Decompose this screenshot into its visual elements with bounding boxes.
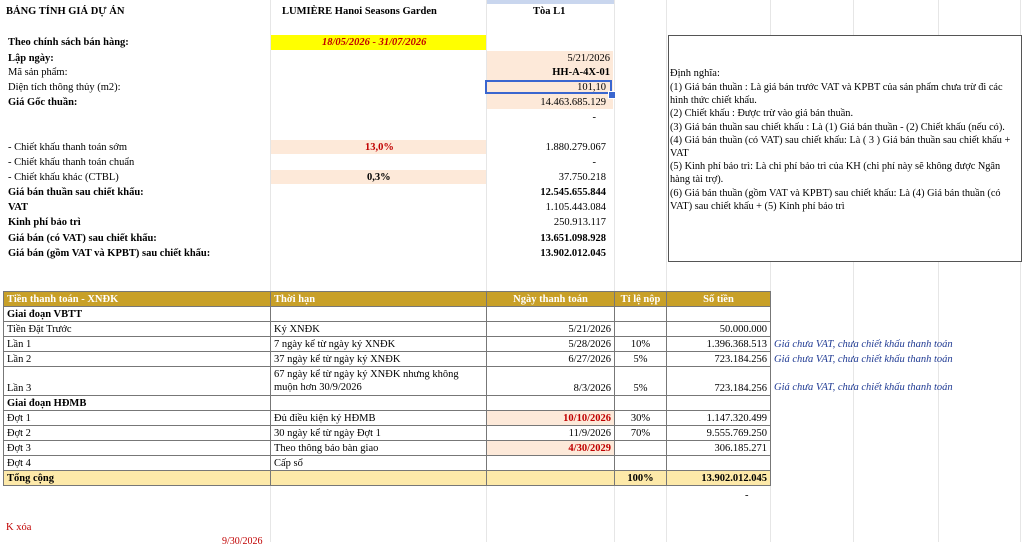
dash-cell[interactable]: - [745, 490, 749, 501]
vat-label[interactable]: VAT [8, 202, 29, 213]
payment-pct[interactable]: 10% [615, 337, 667, 352]
payment-pct[interactable]: 5% [615, 367, 667, 396]
other-discount-value[interactable]: 37.750.218 [558, 172, 606, 183]
fill-handle[interactable] [608, 91, 616, 99]
table-row [4, 426, 771, 441]
empty-cell[interactable] [271, 396, 487, 411]
payment-pct[interactable]: 5% [615, 352, 667, 367]
policy-value[interactable]: 18/05/2026 - 31/07/2026 [322, 37, 427, 48]
term-line: muộn hơn 30/9/2026 [274, 382, 362, 393]
table-row [4, 352, 771, 367]
early-discount-pct[interactable]: 13,0% [365, 142, 394, 153]
early-discount-label[interactable]: - Chiết khấu thanh toán sớm [8, 142, 127, 153]
definitions-body: (1) Giá bán thuần : Là giá bán trước VAT và KPBT của sản phẩm chưa trừ đi các hình thức chiết khấu. (2) Chiết khấu : Được trừ vào giá bán thuần. (3) Giá bán thuần sau chiết khấu : Là (1) Giá bán thuần - (2) Chiết khấu (nếu có). (4) Giá bán thuần (có VAT) sau chiết khấu: Là ( 3 ) Giá bán thuần sau chiết khấu + VAT (5) Kinh phí bảo trì: Là chi phí bảo trì của KH (chi phí này sẽ không được Ngân hàng tài trợ). (6) Giá bán thuần (gồm VAT và KPBT) sau chiết khấu: Là (4) Giá bán thuần (có VAT) sau chiết khấu + (5) Kinh phí bảo trì [670, 82, 1011, 212]
payment-amount[interactable]: 306.185.271 [667, 441, 771, 456]
payment-date[interactable]: 8/3/2026 [487, 367, 615, 396]
maintenance-value[interactable]: 250.913.117 [553, 217, 606, 228]
table-row [4, 411, 771, 426]
payment-name[interactable]: Đợt 2 [4, 426, 271, 441]
payment-term[interactable]: 7 ngày kể từ ngày ký XNĐK [271, 337, 487, 352]
total-pct[interactable]: 100% [615, 471, 667, 486]
payment-date[interactable] [487, 456, 615, 471]
empty-cell[interactable] [487, 471, 615, 486]
date-label[interactable]: Lập ngày: [8, 53, 54, 64]
payment-amount[interactable]: 1.147.320.499 [667, 411, 771, 426]
phase-row [4, 396, 771, 411]
empty-cell[interactable] [615, 396, 667, 411]
table-row [4, 367, 771, 396]
empty-cell[interactable] [271, 471, 487, 486]
payment-date[interactable]: 6/27/2026 [487, 352, 615, 367]
payment-amount[interactable]: 9.555.769.250 [667, 426, 771, 441]
cut-date[interactable]: 9/30/2026 [222, 536, 263, 547]
total-row [4, 471, 771, 486]
price-all-value[interactable]: 13.902.012.045 [540, 248, 606, 259]
price-vat-value[interactable]: 13.651.098.928 [540, 233, 606, 244]
payment-amount[interactable] [667, 456, 771, 471]
payment-name[interactable]: Lần 1 [4, 337, 271, 352]
payment-amount[interactable]: 723.184.256 [667, 367, 771, 396]
col-header[interactable]: Tỉ lệ nộp [615, 292, 667, 307]
std-discount-label[interactable]: - Chiết khấu thanh toán chuẩn [8, 157, 135, 168]
vat-value[interactable]: 1.105.443.084 [545, 202, 606, 213]
col-header[interactable]: Số tiền [667, 292, 771, 307]
area-value[interactable]: 101,10 [577, 82, 606, 93]
tower-name[interactable]: Tòa L1 [533, 6, 566, 17]
phase-row [4, 307, 771, 322]
payment-pct[interactable]: 30% [615, 411, 667, 426]
payment-pct[interactable]: 70% [615, 426, 667, 441]
table-header-row [4, 292, 771, 307]
base-price-value[interactable]: 14.463.685.129 [540, 97, 606, 108]
date-value[interactable]: 5/21/2026 [567, 53, 610, 64]
payment-amount[interactable]: 1.396.368.513 [667, 337, 771, 352]
code-value[interactable]: HH-A-4X-01 [552, 67, 610, 78]
total-label[interactable]: Tổng cộng [4, 471, 271, 486]
payment-amount[interactable]: 50.000.000 [667, 322, 771, 337]
payment-pct[interactable] [615, 456, 667, 471]
code-label[interactable]: Mã sản phẩm: [8, 67, 68, 78]
payment-date[interactable]: 5/21/2026 [487, 322, 615, 337]
project-name[interactable]: LUMIÈRE Hanoi Seasons Garden [282, 6, 437, 17]
std-discount-value[interactable]: - [592, 157, 596, 168]
payment-term[interactable]: 30 ngày kể từ ngày Đợt 1 [271, 426, 487, 441]
price-note[interactable]: Giá chưa VAT, chưa chiết khấu thanh toán [774, 382, 953, 393]
net-price-label[interactable]: Giá bán thuần sau chiết khấu: [8, 187, 144, 198]
sheet-title[interactable]: BẢNG TÍNH GIÁ DỰ ÁN [6, 6, 125, 17]
price-note[interactable]: Giá chưa VAT, chưa chiết khấu thanh toán [774, 339, 953, 350]
k-xoa-label[interactable]: K xóa [6, 522, 32, 533]
table-row [4, 456, 771, 471]
definitions-title: Định nghĩa: [670, 68, 720, 79]
base-price-label[interactable]: Giá Gốc thuần: [8, 97, 78, 108]
other-discount-pct[interactable]: 0,3% [367, 172, 391, 183]
table-row [4, 337, 771, 352]
payment-date[interactable]: 10/10/2026 [487, 411, 615, 426]
price-vat-label[interactable]: Giá bán (có VAT) sau chiết khấu: [8, 233, 157, 244]
price-all-label[interactable]: Giá bán (gồm VAT và KPBT) sau chiết khấu: [8, 248, 211, 259]
other-discount-label[interactable]: - Chiết khấu khác (CTBL) [8, 172, 119, 183]
early-discount-value[interactable]: 1.880.279.067 [545, 142, 606, 153]
payment-date[interactable]: 5/28/2026 [487, 337, 615, 352]
payment-term[interactable]: 37 ngày kể từ ngày ký XNĐK [271, 352, 487, 367]
payment-name[interactable]: Đợt 1 [4, 411, 271, 426]
payment-term[interactable]: Cấp sổ [271, 456, 487, 471]
payment-pct[interactable] [615, 441, 667, 456]
payment-name[interactable]: Lần 2 [4, 352, 271, 367]
payment-name[interactable]: Đợt 3 [4, 441, 271, 456]
payment-amount[interactable]: 723.184.256 [667, 352, 771, 367]
payment-term[interactable] [271, 367, 487, 396]
policy-label[interactable]: Theo chính sách bán hàng: [8, 37, 129, 48]
empty-cell[interactable] [615, 307, 667, 322]
dash-cell[interactable]: - [592, 112, 596, 123]
payment-name[interactable]: Lần 3 [4, 367, 271, 396]
col-header[interactable]: Ngày thanh toán [487, 292, 615, 307]
selected-cell[interactable] [485, 80, 612, 94]
payment-date[interactable]: 11/9/2026 [487, 426, 615, 441]
term-line: 67 ngày kể từ ngày ký XNĐK nhưng không [274, 369, 459, 380]
payment-term[interactable]: Đủ điều kiện ký HĐMB [271, 411, 487, 426]
table-row [4, 322, 771, 337]
total-amount[interactable]: 13.902.012.045 [667, 471, 771, 486]
maintenance-label[interactable]: Kinh phí bảo trì [8, 217, 81, 228]
payment-table [3, 291, 771, 486]
payment-term[interactable]: Ký XNĐK [271, 322, 487, 337]
payment-pct[interactable] [615, 322, 667, 337]
empty-cell[interactable] [667, 396, 771, 411]
selected-column-indicator [487, 0, 614, 4]
empty-cell[interactable] [271, 307, 487, 322]
empty-cell[interactable] [667, 307, 771, 322]
col-header[interactable]: Tiền thanh toán - XNĐK [4, 292, 271, 307]
net-price-value[interactable]: 12.545.655.844 [540, 187, 606, 198]
phase-label[interactable]: Giai đoạn VBTT [4, 307, 271, 322]
price-note[interactable]: Giá chưa VAT, chưa chiết khấu thanh toán [774, 354, 953, 365]
col-header[interactable]: Thời hạn [271, 292, 487, 307]
payment-date[interactable]: 4/30/2029 [487, 441, 615, 456]
empty-cell[interactable] [487, 396, 615, 411]
empty-cell[interactable] [487, 307, 615, 322]
phase-label[interactable]: Giai đoạn HĐMB [4, 396, 271, 411]
table-row [4, 441, 771, 456]
payment-name[interactable]: Tiền Đặt Trước [4, 322, 271, 337]
payment-name[interactable]: Đợt 4 [4, 456, 271, 471]
area-label[interactable]: Diện tích thông thủy (m2): [8, 82, 121, 93]
payment-term[interactable]: Theo thông báo bàn giao [271, 441, 487, 456]
